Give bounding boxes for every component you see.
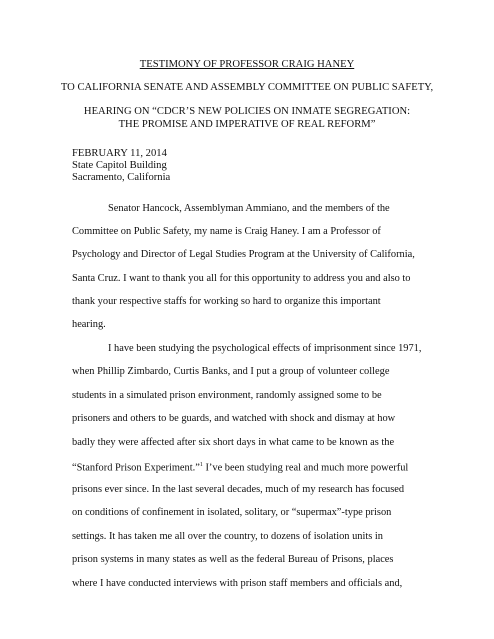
addressee-line: TO CALIFORNIA SENATE AND ASSEMBLY COMMITTEE ON PUBLIC SAFETY, bbox=[60, 82, 434, 93]
paragraph-2-line-with-footnote bbox=[72, 459, 432, 474]
paragraph-2-line: I have been studying the psychological effects of imprisonment since 1971, bbox=[108, 343, 422, 354]
location-line-2: Sacramento, California bbox=[72, 172, 171, 183]
paragraph-2-line: badly they were affected after six short days in what came to be known as the bbox=[72, 437, 395, 448]
paragraph-2-line: settings. It has taken me all over the country, to dozens of isolation units in bbox=[72, 531, 383, 542]
paragraph-1-line: Senator Hancock, Assemblyman Ammiano, and the members of the bbox=[108, 203, 390, 214]
paragraph-2-line: prisoners and others to be guards, and watched with shock and dismay at how bbox=[72, 413, 396, 424]
hearing-title-line-1: HEARING ON “CDCR’S NEW POLICIES ON INMATE SEGREGATION: bbox=[83, 106, 411, 117]
footnote-marker[interactable]: 1 bbox=[199, 462, 203, 468]
paragraph-2-line: on conditions of confinement in isolated, solitary, or “supermax”-type prison bbox=[72, 507, 392, 518]
paragraph-2-line: students in a simulated prison environment, randomly assigned some to be bbox=[72, 390, 382, 401]
location-line-1: State Capitol Building bbox=[72, 160, 167, 171]
paragraph-1-line: Committee on Public Safety, my name is Craig Haney. I am a Professor of bbox=[72, 226, 381, 237]
paragraph-2-line: where I have conducted interviews with prison staff members and officials and, bbox=[72, 578, 403, 589]
experiment-name-text: “Stanford Prison Experiment.” bbox=[72, 462, 200, 474]
paragraph-1-line: Santa Cruz. I want to thank you all for this opportunity to address you and also to bbox=[72, 273, 411, 284]
hearing-title-line-2: THE PROMISE AND IMPERATIVE OF REAL REFORM” bbox=[118, 119, 376, 130]
paragraph-1-line: hearing. bbox=[72, 319, 106, 330]
document-title: TESTIMONY OF PROFESSOR CRAIG HANEY bbox=[139, 59, 355, 70]
continuation-text: I’ve been studying real and much more powerful bbox=[205, 462, 409, 474]
paragraph-2-line: prisons ever since. In the last several decades, much of my research has focused bbox=[72, 484, 405, 495]
date-line: FEBRUARY 11, 2014 bbox=[72, 148, 167, 159]
paragraph-2-line: prison systems in many states as well as the federal Bureau of Prisons, places bbox=[72, 554, 394, 565]
paragraph-1-line: Psychology and Director of Legal Studies Program at the University of California, bbox=[72, 249, 415, 260]
paragraph-1-line: thank your respective staffs for working so hard to organize this important bbox=[72, 296, 381, 307]
paragraph-2-line: when Phillip Zimbardo, Curtis Banks, and I put a group of volunteer college bbox=[72, 366, 390, 377]
